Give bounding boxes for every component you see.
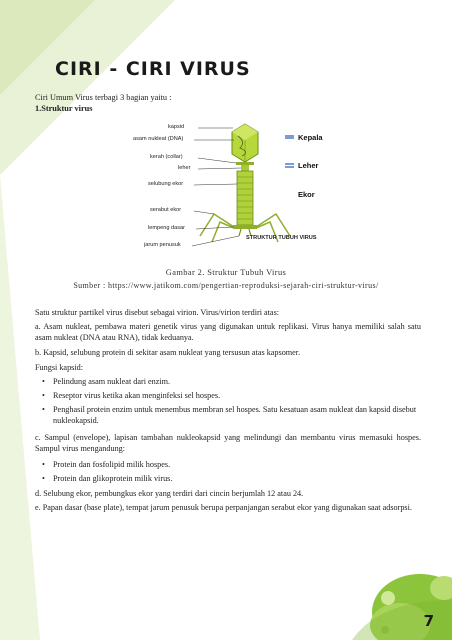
section-heading: 1.Struktur virus bbox=[35, 104, 93, 113]
paragraph-papan-dasar: e. Papan dasar (base plate), tempat jarum penusuk berupa perpanjangan serabut ekor yang digunakan saat adsorpsi. bbox=[35, 503, 412, 512]
list-item: • Protein dan fosfolipid milik hospes. bbox=[53, 459, 421, 470]
figure-label-ekor: Ekor bbox=[298, 190, 315, 199]
list-item: • Pelindung asam nukleat dari enzim. bbox=[53, 376, 421, 387]
figure-source: Sumber : https://www.jatikom.com/pengertian-reproduksi-sejarah-ciri-struktur-virus/ bbox=[73, 281, 379, 290]
figure-label-kapsid: kapsid bbox=[168, 124, 185, 130]
page-number: 7 bbox=[423, 612, 434, 630]
figure-label-selubung-ekor: selubung ekor bbox=[148, 181, 184, 187]
figure-label-lempeng-dasar: lempeng dasar bbox=[148, 225, 186, 231]
paragraph-asam-nukleat: a. Asam nukleat, pembawa materi genetik virus yang digunakan untuk replikasi. Virus hanya memiliki salah satu asam nukleat (DNA atau RNA), tidak keduanya. bbox=[35, 322, 421, 343]
virus-structure-figure bbox=[130, 118, 370, 258]
left-edge-shape bbox=[0, 175, 40, 640]
paragraph-fungsi-kapsid: Fungsi kapsid: bbox=[35, 363, 83, 372]
paragraph-selubung-ekor: d. Selubung ekor, pembungkus ekor yang terdiri dari cincin berjumlah 12 atau 24. bbox=[35, 489, 304, 498]
figure-label-leher: leher bbox=[178, 165, 191, 171]
figure-inner-caption: STRUKTUR TUBUH VIRUS bbox=[246, 235, 317, 241]
figure-label-leher-region: Leher bbox=[298, 161, 319, 170]
page-title: CIRI - CIRI VIRUS bbox=[55, 58, 251, 80]
list-item: • Penghasil protein enzim untuk menembus membran sel hospes. Satu kesatuan asam nukleat dan kapsid disebut nukleokapsid. bbox=[53, 404, 421, 427]
figure-label-kepala: Kepala bbox=[298, 133, 323, 142]
figure-label-jarum-penusuk: jarum penusuk bbox=[144, 242, 181, 248]
figure-caption: Gambar 2. Struktur Tubuh Virus bbox=[165, 268, 287, 277]
intro-text: Ciri Umum Virus terbagi 3 bagian yaitu : bbox=[35, 93, 172, 102]
green-blob-decoration bbox=[352, 574, 452, 640]
list-item: • Reseptor virus ketika akan menginfeksi sel hospes. bbox=[53, 390, 421, 401]
paragraph-kapsid: b. Kapsid, selubung protein di sekitar asam nukleat yang tersusun atas kapsomer. bbox=[35, 348, 301, 357]
list-item: • Protein dan glikoprotein milik virus. bbox=[53, 473, 421, 484]
paragraph-sampul: c. Sampul (envelope), lapisan tambahan nukleokapsid yang melindungi dan membantu virus memasuki hospes. Sampul virus mengandung: bbox=[35, 433, 421, 454]
figure-label-serabut-ekor: serabut ekor bbox=[150, 207, 182, 213]
figure-label-asam-nukleat: asam nukleat (DNA) bbox=[133, 136, 184, 142]
paragraph-virion: Satu struktur partikel virus disebut sebagai virion. Virus/virion terdiri atas: bbox=[35, 308, 280, 317]
figure-label-kerah: kerah (collar) bbox=[150, 154, 183, 160]
